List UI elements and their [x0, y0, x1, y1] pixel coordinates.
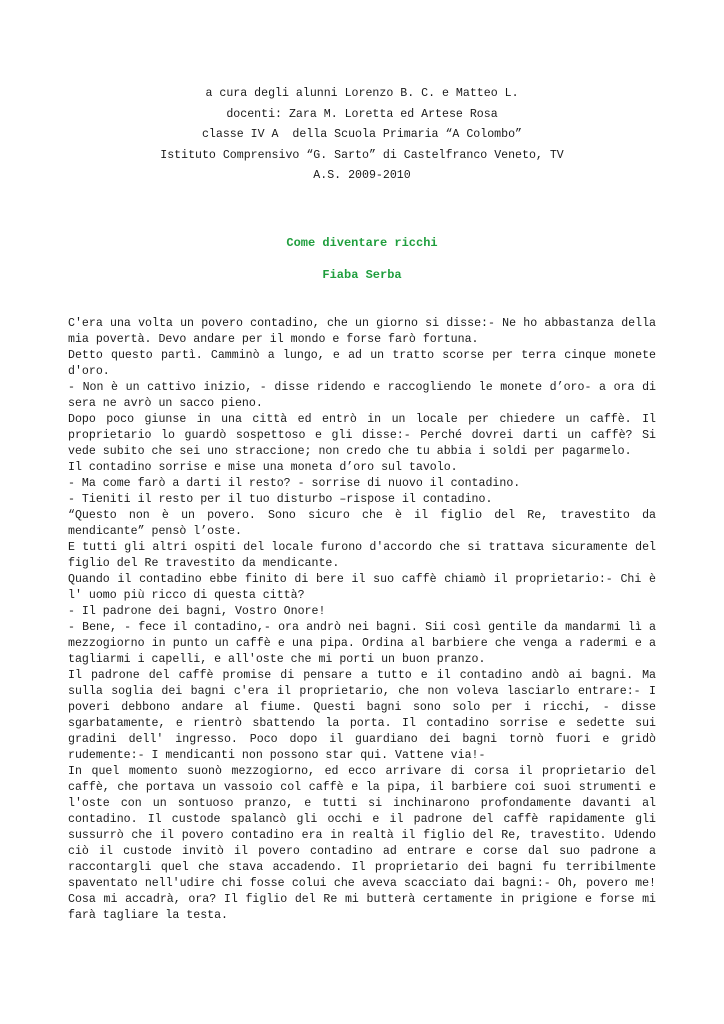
paragraph: Quando il contadino ebbe finito di bere il suo caffè chiamò il proprietario:- Chi è l' uomo più ricco di questa città?: [68, 573, 656, 602]
credits-line: Istituto Comprensivo “G. Sarto” di Castelfranco Veneto, TV: [160, 148, 564, 162]
credits-line: A.S. 2009-2010: [313, 169, 411, 182]
paragraph: - Il padrone dei bagni, Vostro Onore!: [68, 605, 326, 618]
paragraph: E tutti gli altri ospiti del locale furono d'accordo che si trattava sicuramente del figlio del Re travestito da mendicante.: [68, 541, 656, 570]
story-subtitle: Fiaba Serba: [322, 268, 402, 282]
paragraph: - Bene, - fece il contadino,- ora andrò nei bagni. Sii così gentile da mandarmi lì a mezzogiorno in punto un caffè e una pipa. Ordina al barbiere che venga a radermi e a tagliarmi i capelli, e all'oste che mi porti un buon pranzo.: [68, 621, 656, 666]
title-block: [0, 235, 724, 283]
paragraph: C'era una volta un povero contadino, che un giorno si disse:- Ne ho abbastanza della mia povertà. Devo andare per il mondo e forse farò fortuna.: [68, 317, 656, 346]
paragraph: - Ma come farò a darti il resto? - sorrise di nuovo il contadino.: [68, 477, 521, 490]
credits-line: a cura degli alunni Lorenzo B. C. e Matteo L.: [205, 87, 519, 100]
paragraph: Dopo poco giunse in una città ed entrò in un locale per chiedere un caffè. Il proprietario lo guardò sospettoso e gli disse:- Perché dovrei darti un caffè? Si vede subito che sei uno straccione; non credo che tu abbia i soldi per pagarmelo.: [68, 413, 656, 458]
paragraph: Il padrone del caffè promise di pensare a tutto e il contadino andò ai bagni. Ma sulla soglia dei bagni c'era il proprietario, che non voleva lasciarlo entrare:- I poveri debbono andare al fiume. Questi bagni sono solo per i ricchi, - disse sgarbatamente, e rientrò sbattendo la porta. Il contadino sorrise e sedette sui gradini dell' ingresso. Poco dopo il guardiano dei bagni tornò fuori e gridò rudemente:- I mendicanti non possono star qui. Vattene via!-: [68, 669, 656, 762]
paragraph: “Questo non è un povero. Sono sicuro che è il figlio del Re, travestito da mendicante” pensò l’oste.: [68, 509, 656, 538]
credits-line: classe IV A della Scuola Primaria “A Colombo”: [201, 128, 523, 141]
paragraph: - Non è un cattivo inizio, - disse ridendo e raccogliendo le monete d’oro- a ora di sera ne avrò un sacco pieno.: [68, 381, 656, 410]
paragraph: Detto questo partì. Camminò a lungo, e ad un tratto scorse per terra cinque monete d'oro.: [68, 349, 656, 378]
story-title: Come diventare ricchi: [286, 236, 438, 250]
paragraph: - Tieniti il resto per il tuo disturbo –rispose il contadino.: [68, 493, 493, 506]
paragraph: Il contadino sorrise e mise una moneta d’oro sul tavolo.: [68, 461, 458, 474]
credits-line: docenti: Zara M. Loretta ed Artese Rosa: [226, 107, 498, 121]
paragraph: In quel momento suonò mezzogiorno, ed ecco arrivare di corsa il proprietario del caffè, che portava un vassoio col caffè e la pipa, il barbiere coi suoi strumenti e l'oste con un sontuoso pranzo, e tutti si inchinarono profondamente davanti al contadino. Il custode spalancò gli occhi e il padrone del caffè rapidamente gli sussurrò che il povero contadino era in realtà il figlio del Re, travestito. Udendo ciò il custode invitò il povero contadino ad entrare e corse dal suo padrone a raccontargli quel che stava accadendo. Il proprietario dei bagni fu terribilmente spaventato nell'udire chi fosse colui che aveva scacciato dai bagni:- Oh, povero me! Cosa mi accadrà, ora? Il figlio del Re mi butterà certamente in prigione e forse mi farà tagliare la testa.: [68, 765, 656, 922]
credits-block: [0, 84, 724, 187]
story-body: [68, 316, 656, 924]
